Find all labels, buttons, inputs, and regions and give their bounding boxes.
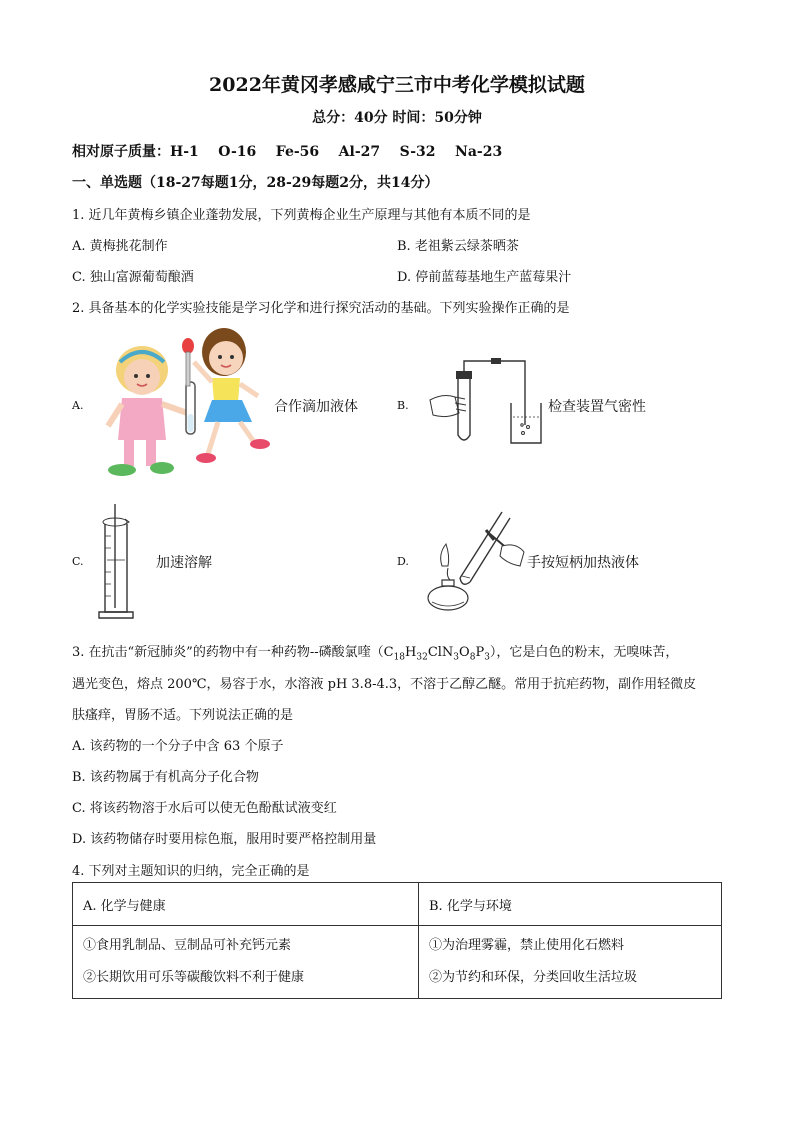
table-cell-line: ②长期饮用可乐等碳酸饮料不利于健康	[83, 970, 305, 985]
atomic-masses: 相对原子质量：H-1 O-16 Fe-56 Al-27 S-32 Na-23	[72, 144, 503, 160]
q1-option-c: C. 独山富源葡萄酿酒	[72, 270, 194, 285]
q2-option-b-letter: B.	[397, 399, 409, 412]
table-cell-line: ②为节约和环保，分类回收生活垃圾	[429, 970, 638, 985]
q2-stem: 2. 具备基本的化学实验技能是学习化学和进行探究活动的基础。下列实验操作正确的是	[72, 301, 570, 316]
q1-option-a: A. 黄梅挑花制作	[72, 239, 168, 254]
table-row	[73, 926, 722, 999]
table-cell	[73, 926, 419, 999]
children-dropper-illustration	[100, 322, 270, 482]
q2-option-d-letter: D.	[397, 555, 409, 568]
table-header-row	[73, 883, 722, 926]
table-header-cell: A. 化学与健康	[73, 883, 419, 926]
q2-option-c-caption: 加速溶解	[156, 555, 212, 571]
q3-option-c: C. 将该药物溶于水后可以使无色酚酞试液变红	[72, 801, 337, 816]
q1-stem: 1. 近几年黄梅乡镇企业蓬勃发展，下列黄梅企业生产原理与其他有本质不同的是	[72, 208, 531, 223]
q3-line-3: 肤瘙痒，胃肠不适。下列说法正确的是	[72, 708, 294, 723]
q2-option-d-caption: 手按短柄加热液体	[527, 555, 639, 571]
q1-option-b: B. 老祖紫云绿茶晒茶	[397, 239, 519, 254]
q2-option-a-caption: 合作滴加液体	[274, 399, 358, 415]
table-cell-line: ①食用乳制品、豆制品可补充钙元素	[83, 938, 292, 953]
heating-liquid-illustration	[420, 506, 525, 614]
q2-option-b-caption: 检查装置气密性	[548, 399, 646, 415]
q2-option-c-letter: C.	[72, 555, 84, 568]
section-heading: 一、单选题（18-27每题1分，28-29每题2分，共14分）	[72, 175, 439, 191]
cylinder-stirring-illustration	[95, 500, 140, 622]
table-header-cell: B. 化学与环境	[419, 883, 722, 926]
table-cell	[419, 926, 722, 999]
airtightness-check-illustration	[425, 355, 550, 450]
knowledge-table	[72, 882, 722, 999]
q3-option-d: D. 该药物储存时要用棕色瓶，服用时要严格控制用量	[72, 832, 377, 847]
q4-stem: 4. 下列对主题知识的归纳，完全正确的是	[72, 864, 310, 879]
table-cell-line: ①为治理雾霾，禁止使用化石燃料	[429, 938, 625, 953]
q3-line-2: 遇光变色，熔点 200℃，易容于水，水溶液 pH 3.8-4.3，不溶于乙醇乙醚。常用于抗疟药物，副作用轻微皮	[72, 677, 697, 692]
q3-line-1: 3. 在抗击“新冠肺炎”的药物中有一种药物--磷酸氯喹$(C_{18}H_{32}ClN_3O_8P_3)$，它是白色的粉末，无嗅味苦，	[72, 645, 679, 663]
exam-subtitle: 总分：40分 时间：50分钟	[312, 110, 482, 126]
q2-option-a-letter: A.	[72, 399, 84, 412]
q3-option-b: B. 该药物属于有机高分子化合物	[72, 770, 259, 785]
q1-option-d: D. 停前蓝莓基地生产蓝莓果汁	[397, 270, 572, 285]
exam-title: 2022年黄冈孝感咸宁三市中考化学模拟试题	[209, 74, 585, 96]
q3-option-a: A. 该药物的一个分子中含 63 个原子	[72, 739, 284, 754]
